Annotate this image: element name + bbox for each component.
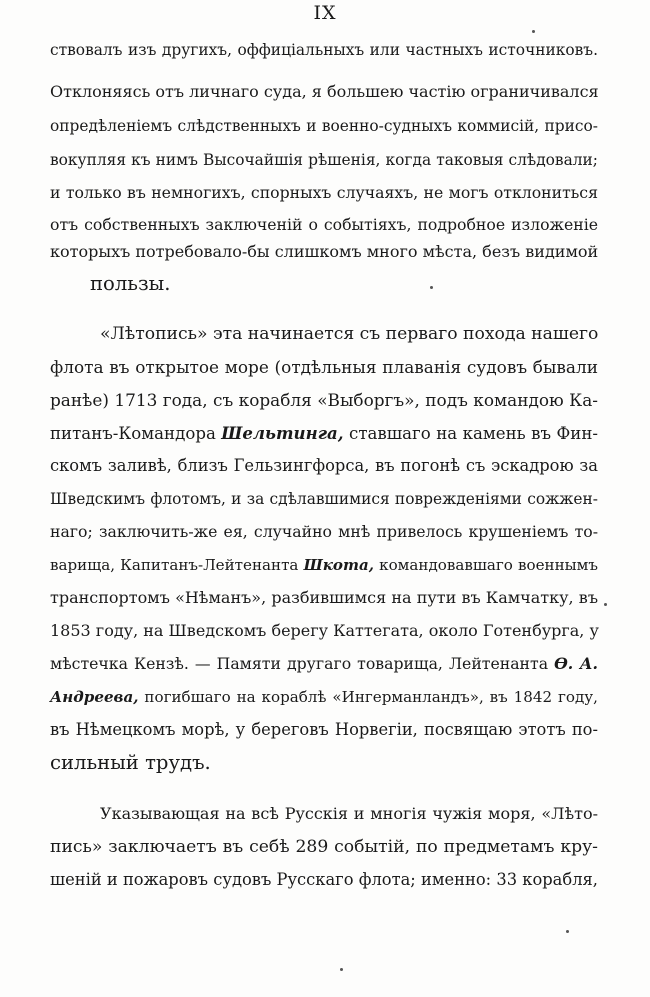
person-name-shkot: Шкота, (303, 556, 375, 574)
text-line (50, 421, 598, 446)
text-span: варища, Капитанъ-Лейтенанта (50, 556, 299, 574)
person-name-andreev: Андреева, (50, 688, 139, 706)
text-line: сильный трудъ. (50, 751, 211, 774)
text-span: мѣстечка Кензѣ. — Памяти другаго товарища, Лейтенанта (50, 654, 549, 673)
text-line: флота въ открытое море (отдѣльныя плаванія судовъ бывали (50, 357, 598, 377)
text-line: «Лѣтопись» эта начинается съ перваго похода нашего (100, 324, 599, 344)
text-line: ствовалъ изъ другихъ, оффиціальныхъ или частныхъ источниковъ. (50, 41, 598, 59)
text-span: питанъ-Командора (50, 424, 216, 443)
scan-speck (604, 603, 607, 606)
text-line: пись» заключаетъ въ себѣ 289 событій, по предметамъ кру- (50, 837, 598, 857)
text-span: ставшаго на камень въ Фин- (349, 424, 598, 443)
scan-speck (430, 286, 433, 289)
text-line: которыхъ потребовало-бы слишкомъ много мѣста, безъ видимой (50, 242, 599, 261)
text-line: наго; заключить-же ея, случайно мнѣ привелось крушеніемъ то- (50, 522, 598, 541)
text-span: командовавшаго военнымъ (379, 556, 598, 574)
person-initials-andreev: Ѳ. А. (554, 654, 598, 673)
text-line: Указывающая на всѣ Русскія и многія чужія моря, «Лѣто- (100, 804, 598, 823)
text-line: отъ собственныхъ заключеній о событіяхъ, подробное изложеніе (50, 215, 598, 234)
text-line: ранѣе) 1713 года, съ корабля «Выборгъ», подъ командою Ка- (50, 390, 598, 410)
text-line: шеній и пожаровъ судовъ Русскаго флота; именно: 33 корабля, (50, 870, 598, 889)
text-span: погибшаго на кораблѣ «Ингерманландъ», въ 1842 году, (144, 688, 598, 706)
text-line: въ Нѣмецкомъ морѣ, у береговъ Норвегіи, посвящаю этотъ по- (50, 720, 598, 739)
page-number: IX (313, 2, 337, 24)
text-line: опредѣленіемъ слѣдственныхъ и военно-судныхъ коммисій, присо- (50, 117, 598, 135)
scan-speck (566, 930, 569, 933)
text-line: вокупляя къ нимъ Высочайшія рѣшенія, когда таковыя слѣдовали; (50, 151, 598, 169)
scan-speck (532, 30, 535, 33)
text-line: Отклоняясь отъ личнаго суда, я большею частію ограничивался (50, 82, 599, 101)
text-line (50, 553, 598, 577)
text-line: и только въ немногихъ, спорныхъ случаяхъ, не могъ отклониться (50, 183, 598, 202)
text-line: 1853 году, на Шведскомъ берегу Каттегата, около Готенбурга, у (50, 621, 599, 640)
text-line: скомъ заливѣ, близъ Гельзингфорса, въ погонѣ съ эскадрою за (50, 456, 598, 475)
person-name-sheltinga: Шельтинга, (221, 423, 344, 443)
text-line: транспортомъ «Нѣманъ», разбившимся на пути въ Камчатку, въ (50, 588, 598, 607)
text-line: Шведскимъ флотомъ, и за сдѣлавшимися поврежденіями сожжен- (50, 490, 598, 508)
text-line (50, 685, 598, 709)
text-line (50, 652, 598, 676)
scan-speck (340, 968, 343, 971)
text-line: пользы. (90, 272, 171, 295)
